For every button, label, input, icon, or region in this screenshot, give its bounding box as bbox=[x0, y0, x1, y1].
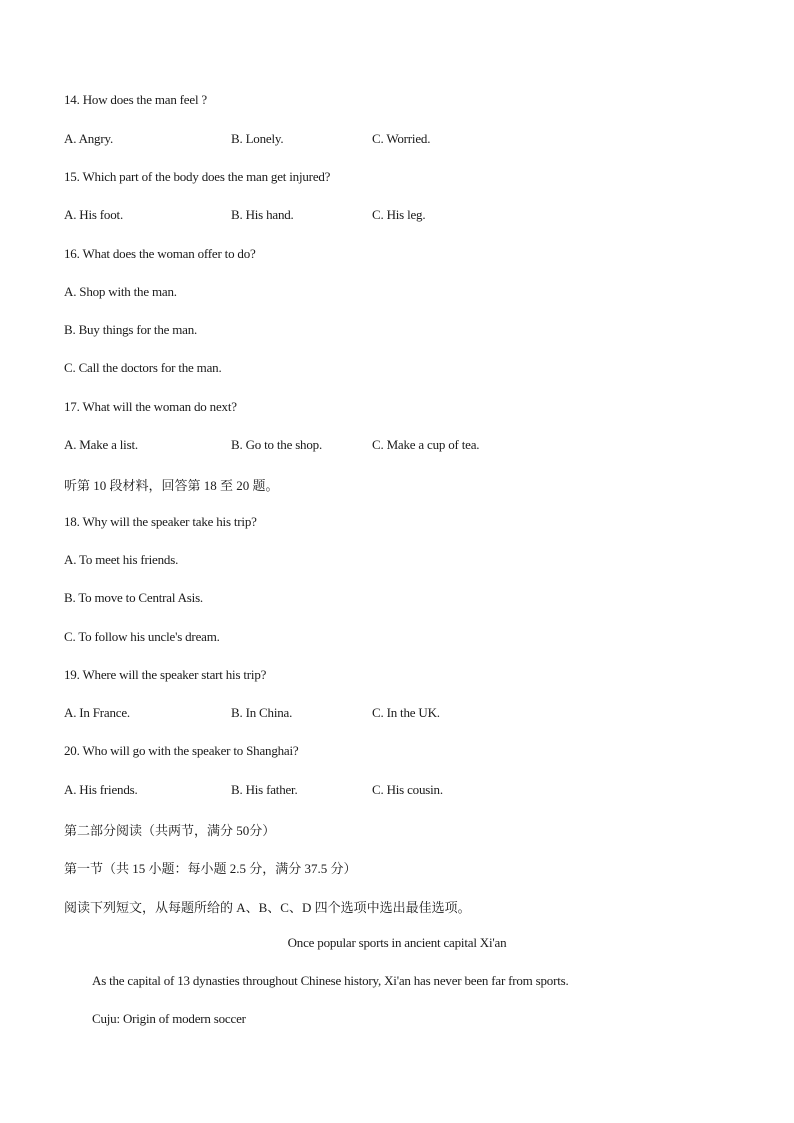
option-a: A. To meet his friends. bbox=[64, 552, 179, 567]
option-b: B. In China. bbox=[231, 705, 293, 720]
option-a: A. Make a list. bbox=[64, 437, 138, 452]
option-a: A. In France. bbox=[64, 705, 130, 720]
option-b: B. His hand. bbox=[231, 207, 294, 222]
question-14: 14. How does the man feel ? bbox=[64, 92, 207, 107]
option-b: B. His father. bbox=[231, 782, 298, 797]
part-two-heading: 第二部分阅读（共两节，满分 50分） bbox=[64, 823, 276, 838]
passage-subheading: Cuju: Origin of modern soccer bbox=[92, 1011, 246, 1026]
option-a: A. Shop with the man. bbox=[64, 284, 177, 299]
option-c: C. Make a cup of tea. bbox=[372, 437, 480, 452]
option-c: C. His leg. bbox=[372, 207, 426, 222]
option-c: C. To follow his uncle's dream. bbox=[64, 629, 220, 644]
section-one-heading: 第一节（共 15 小题：每小题 2.5 分，满分 37.5 分） bbox=[64, 861, 357, 876]
option-a: A. Angry. bbox=[64, 131, 113, 146]
passage-intro: As the capital of 13 dynasties throughout Chinese history, Xi'an has never been far from sports. bbox=[92, 973, 569, 988]
option-a: A. His friends. bbox=[64, 782, 138, 797]
option-b: B. To move to Central Asis. bbox=[64, 590, 203, 605]
reading-instruction: 阅读下列短文，从每题所给的 A、B、C、D 四个选项中选出最佳选项。 bbox=[64, 900, 471, 915]
listening-instruction: 听第 10 段材料，回答第 18 至 20 题。 bbox=[64, 478, 279, 493]
question-18: 18. Why will the speaker take his trip? bbox=[64, 514, 257, 529]
question-15: 15. Which part of the body does the man get injured? bbox=[64, 169, 331, 184]
option-c: C. Call the doctors for the man. bbox=[64, 360, 222, 375]
option-c: C. His cousin. bbox=[372, 782, 443, 797]
question-16: 16. What does the woman offer to do? bbox=[64, 246, 256, 261]
option-c: C. Worried. bbox=[372, 131, 431, 146]
option-b: B. Buy things for the man. bbox=[64, 322, 198, 337]
option-a: A. His foot. bbox=[64, 207, 123, 222]
option-c: C. In the UK. bbox=[372, 705, 440, 720]
option-b: B. Lonely. bbox=[231, 131, 284, 146]
option-b: B. Go to the shop. bbox=[231, 437, 323, 452]
question-17: 17. What will the woman do next? bbox=[64, 399, 237, 414]
passage-title: Once popular sports in ancient capital Xi'an bbox=[287, 935, 507, 950]
question-19: 19. Where will the speaker start his trip? bbox=[64, 667, 267, 682]
question-20: 20. Who will go with the speaker to Shanghai? bbox=[64, 743, 299, 758]
